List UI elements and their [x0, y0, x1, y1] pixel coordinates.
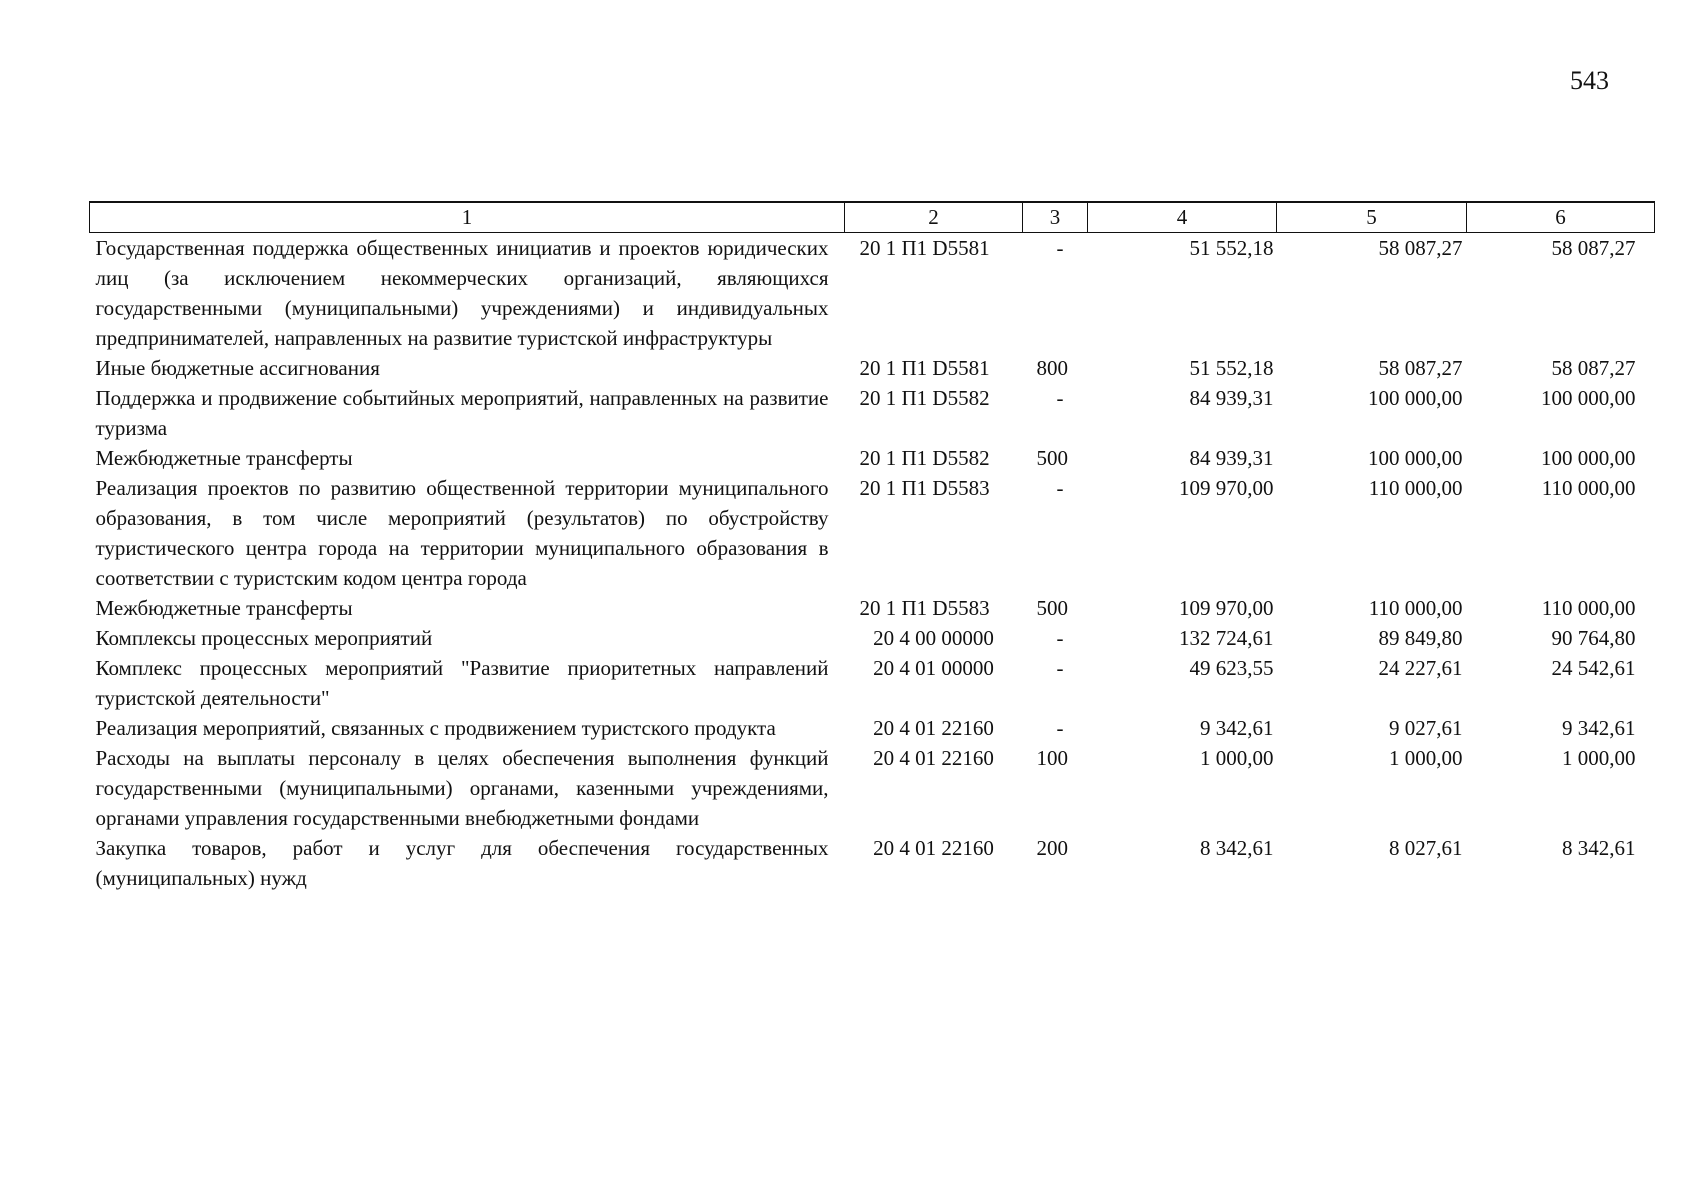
row-value-6: 24 542,61	[1551, 656, 1636, 680]
row-name: Государственная поддержка общественных инициатив и проектов юридических лиц (за исключением некоммерческих организаций, являющихся государственными (муниципальными) учреждениями) и индивидуальных предпринимателей, направленных на развитие туристской инфраструктуры	[95, 236, 829, 350]
column-header-2: 2	[845, 202, 1023, 233]
row-value-6: 90 764,80	[1551, 626, 1636, 650]
row-code: 20 1 П1 D5583	[859, 596, 990, 620]
column-header-6: 6	[1467, 202, 1655, 233]
row-code: 20 1 П1 D5581	[859, 356, 990, 380]
row-expense-type: 100	[1036, 746, 1068, 770]
row-expense-type: -	[1056, 626, 1064, 650]
row-value-4: 84 939,31	[1189, 446, 1274, 470]
row-value-6: 8 342,61	[1562, 836, 1636, 860]
row-expense-type: -	[1056, 476, 1064, 500]
row-expense-type: 500	[1036, 596, 1068, 620]
row-value-6: 58 087,27	[1551, 236, 1636, 260]
row-expense-type: -	[1056, 236, 1064, 260]
row-value-4: 51 552,18	[1189, 356, 1274, 380]
row-value-5: 110 000,00	[1368, 596, 1463, 620]
row-value-5: 89 849,80	[1378, 626, 1463, 650]
row-name: Иные бюджетные ассигнования	[95, 356, 380, 380]
row-code: 20 1 П1 D5583	[859, 476, 990, 500]
row-expense-type: -	[1056, 656, 1064, 680]
row-value-6: 1 000,00	[1562, 746, 1636, 770]
row-value-4: 51 552,18	[1189, 236, 1274, 260]
row-value-6: 100 000,00	[1541, 386, 1636, 410]
row-expense-type: -	[1056, 386, 1064, 410]
row-expense-type: 500	[1036, 446, 1068, 470]
row-code: 20 4 00 00000	[873, 626, 994, 650]
row-name: Закупка товаров, работ и услуг для обеспечения государственных (муниципальных) нужд	[95, 836, 829, 890]
row-value-4: 132 724,61	[1179, 626, 1274, 650]
row-value-6: 9 342,61	[1562, 716, 1636, 740]
row-value-6: 100 000,00	[1541, 446, 1636, 470]
row-expense-type: 800	[1036, 356, 1068, 380]
row-value-5: 100 000,00	[1368, 386, 1463, 410]
row-value-5: 100 000,00	[1368, 446, 1463, 470]
row-value-5: 58 087,27	[1378, 236, 1463, 260]
column-header-4: 4	[1088, 202, 1277, 233]
row-value-4: 109 970,00	[1179, 476, 1274, 500]
row-name: Поддержка и продвижение событийных мероприятий, направленных на развитие туризма	[95, 386, 829, 440]
row-name: Реализация мероприятий, связанных с продвижением туристского продукта	[95, 716, 776, 740]
table-row	[90, 653, 1655, 713]
row-code: 20 1 П1 D5582	[859, 386, 990, 410]
row-code: 20 1 П1 D5581	[859, 236, 990, 260]
table-row	[90, 383, 1655, 443]
table-row	[90, 713, 1655, 743]
row-name: Расходы на выплаты персоналу в целях обеспечения выполнения функций государственными (муниципальными) органами, казенными учреждениями, органами управления государственными внебюджетными фондами	[95, 746, 829, 830]
row-name: Реализация проектов по развитию общественной территории муниципального образования, в том числе мероприятий (результатов) по обустройству туристического центра города на территории муниципального образования в соответствии с туристским кодом центра города	[95, 476, 829, 590]
column-header-3: 3	[1023, 202, 1088, 233]
table-row	[90, 233, 1655, 354]
row-expense-type: -	[1056, 716, 1064, 740]
table-row	[90, 833, 1655, 893]
table-row	[90, 593, 1655, 623]
row-expense-type: 200	[1036, 836, 1068, 860]
row-value-5: 8 027,61	[1389, 836, 1463, 860]
row-name: Комплекс процессных мероприятий "Развитие приоритетных направлений туристской деятельности"	[95, 656, 829, 710]
table-row	[90, 443, 1655, 473]
row-code: 20 1 П1 D5582	[859, 446, 990, 470]
table-header	[90, 202, 1655, 233]
table-row	[90, 743, 1655, 833]
table-row	[90, 473, 1655, 593]
row-value-6: 58 087,27	[1551, 356, 1636, 380]
page-number: 543	[1570, 66, 1609, 95]
row-value-5: 110 000,00	[1368, 476, 1463, 500]
row-name: Межбюджетные трансферты	[95, 446, 353, 470]
row-code: 20 4 01 00000	[873, 656, 994, 680]
row-name: Комплексы процессных мероприятий	[95, 626, 433, 650]
row-code: 20 4 01 22160	[873, 836, 994, 860]
row-code: 20 4 01 22160	[873, 716, 994, 740]
row-value-6: 110 000,00	[1541, 476, 1636, 500]
row-value-5: 58 087,27	[1378, 356, 1463, 380]
row-value-4: 84 939,31	[1189, 386, 1274, 410]
row-value-6: 110 000,00	[1541, 596, 1636, 620]
table-row	[90, 623, 1655, 653]
row-value-4: 8 342,61	[1200, 836, 1274, 860]
row-value-4: 49 623,55	[1189, 656, 1274, 680]
row-code: 20 4 01 22160	[873, 746, 994, 770]
table-row	[90, 353, 1655, 383]
column-header-5: 5	[1277, 202, 1467, 233]
row-name: Межбюджетные трансферты	[95, 596, 353, 620]
budget-table	[89, 201, 1655, 893]
column-header-1: 1	[90, 202, 845, 233]
table-body	[90, 233, 1655, 894]
row-value-4: 1 000,00	[1200, 746, 1274, 770]
row-value-4: 9 342,61	[1200, 716, 1274, 740]
row-value-4: 109 970,00	[1179, 596, 1274, 620]
row-value-5: 1 000,00	[1389, 746, 1463, 770]
row-value-5: 9 027,61	[1389, 716, 1463, 740]
row-value-5: 24 227,61	[1378, 656, 1463, 680]
header-row	[90, 202, 1655, 233]
